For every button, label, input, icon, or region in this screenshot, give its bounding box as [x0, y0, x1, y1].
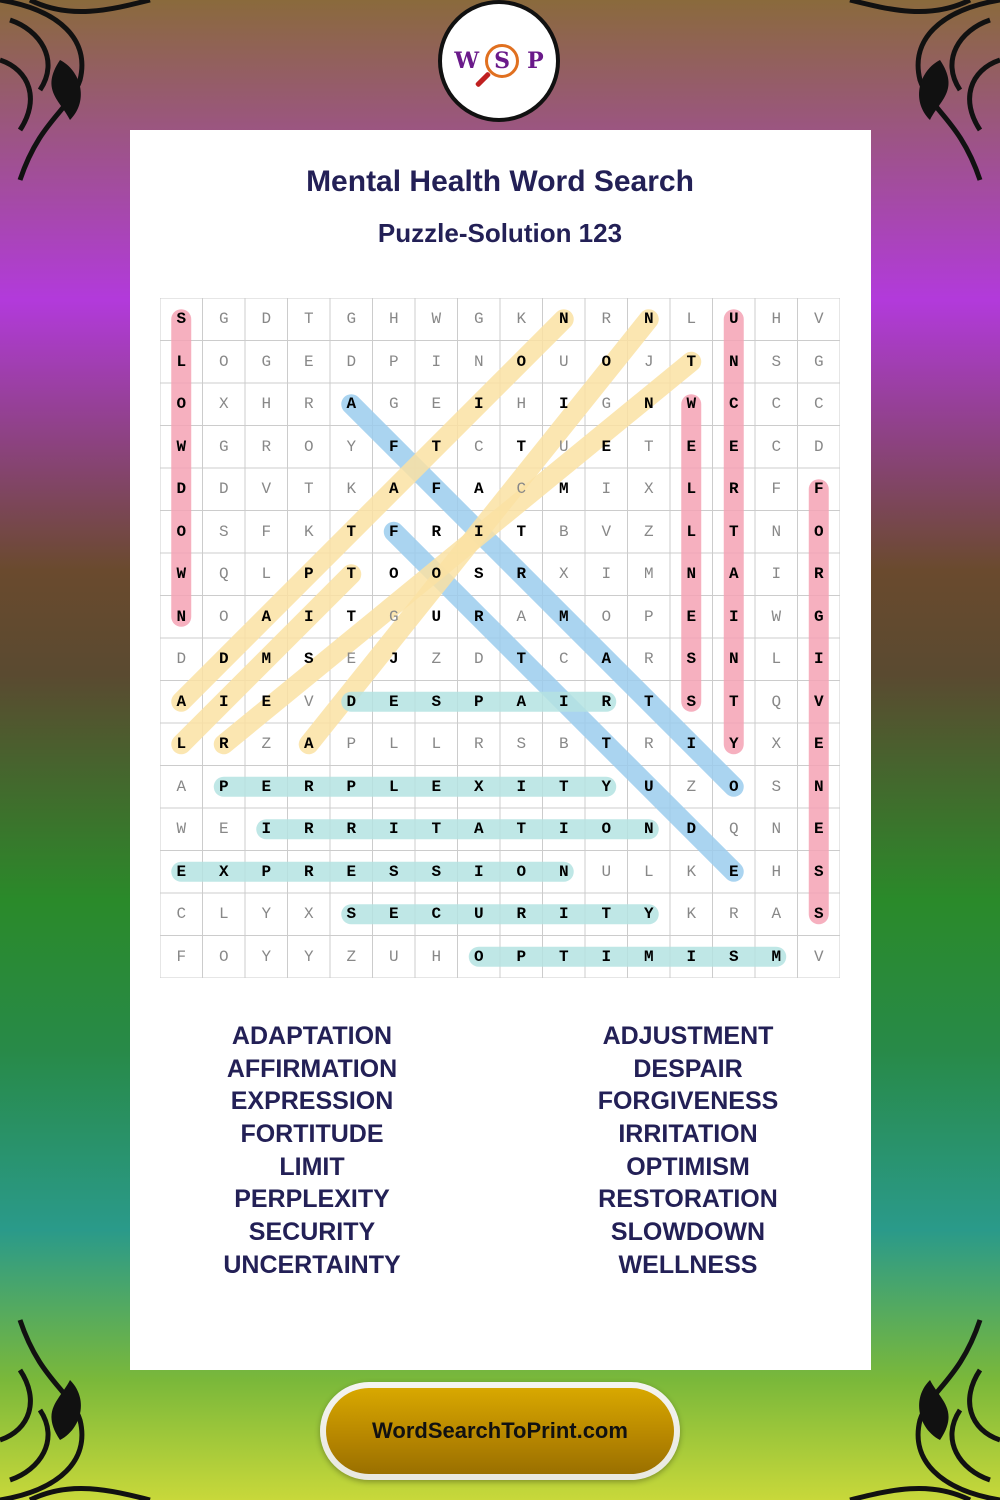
- word-list-item: SECURITY: [248, 1218, 376, 1247]
- grid-cell[interactable]: L: [771, 650, 782, 669]
- grid-cell[interactable]: E: [388, 692, 399, 711]
- grid-cell[interactable]: D: [218, 480, 229, 499]
- grid-cell[interactable]: I: [813, 650, 824, 669]
- grid-cell[interactable]: H: [261, 395, 272, 414]
- grid-cell[interactable]: L: [176, 352, 187, 371]
- grid-cell[interactable]: M: [643, 947, 654, 966]
- grid-cell[interactable]: Q: [218, 565, 229, 584]
- word-list-left: [122, 1020, 502, 1282]
- word-list-item: ADAPTATION: [231, 1022, 393, 1050]
- grid-cell[interactable]: X: [303, 905, 314, 924]
- grid-cell[interactable]: O: [516, 862, 527, 881]
- grid-cell[interactable]: I: [601, 947, 612, 966]
- word-list-right: [498, 1020, 878, 1282]
- grid-cell[interactable]: I: [601, 480, 612, 499]
- grid-cell[interactable]: A: [728, 565, 739, 584]
- grid-cell[interactable]: O: [218, 947, 229, 966]
- word-list-item: FORGIVENESS: [597, 1087, 779, 1116]
- word-list-item: RESTORATION: [598, 1185, 778, 1214]
- grid-cell[interactable]: D: [686, 820, 697, 839]
- grid-cell[interactable]: O: [516, 352, 527, 371]
- grid-cell[interactable]: S: [346, 905, 357, 924]
- grid-cell[interactable]: V: [601, 522, 612, 541]
- grid-cell[interactable]: I: [558, 692, 569, 711]
- grid-cell[interactable]: E: [261, 692, 272, 711]
- grid-cell[interactable]: R: [473, 607, 484, 626]
- grid-cell[interactable]: H: [516, 395, 527, 414]
- grid-cell[interactable]: I: [771, 565, 782, 584]
- grid-cell[interactable]: O: [431, 565, 442, 584]
- grid-cell[interactable]: A: [771, 905, 782, 924]
- word-list-item: FORTITUDE: [240, 1120, 384, 1149]
- grid-cell[interactable]: O: [813, 522, 824, 541]
- grid-cell[interactable]: U: [388, 947, 399, 966]
- grid-cell[interactable]: I: [686, 947, 697, 966]
- grid-cell[interactable]: Y: [303, 947, 314, 966]
- grid-cell[interactable]: A: [176, 692, 187, 711]
- grid-cell[interactable]: E: [431, 777, 442, 796]
- grid-cell[interactable]: I: [686, 735, 697, 754]
- grid-cell[interactable]: T: [516, 820, 527, 839]
- grid-cell[interactable]: R: [728, 905, 739, 924]
- grid-cell[interactable]: R: [303, 777, 314, 796]
- grid-cell[interactable]: R: [601, 310, 612, 329]
- grid-cell[interactable]: K: [346, 480, 357, 499]
- grid-cell[interactable]: V: [813, 947, 824, 966]
- grid-cell[interactable]: N: [813, 777, 824, 796]
- word-list-item: ADJUSTMENT: [602, 1022, 774, 1050]
- grid-cell[interactable]: Y: [728, 735, 739, 754]
- page-title: Mental Health Word Search: [306, 165, 694, 198]
- grid-cell[interactable]: E: [218, 820, 229, 839]
- grid-cell[interactable]: D: [813, 437, 824, 456]
- grid-cell[interactable]: I: [601, 565, 612, 584]
- grid-cell[interactable]: F: [388, 437, 399, 456]
- grid-cell[interactable]: Y: [261, 947, 272, 966]
- grid-cell[interactable]: N: [176, 607, 187, 626]
- grid-cell[interactable]: R: [728, 480, 739, 499]
- grid-cell[interactable]: X: [218, 862, 229, 881]
- word-list-item: UNCERTAINTY: [223, 1250, 401, 1279]
- grid-cell[interactable]: S: [813, 862, 824, 881]
- grid-cell[interactable]: T: [686, 352, 697, 371]
- grid-cell[interactable]: O: [218, 352, 229, 371]
- grid-cell[interactable]: O: [601, 607, 612, 626]
- grid-cell[interactable]: D: [346, 352, 357, 371]
- grid-cell[interactable]: J: [388, 650, 399, 669]
- grid-cell[interactable]: W: [686, 395, 697, 414]
- magnifier-icon: [485, 44, 519, 78]
- grid-cell[interactable]: V: [813, 692, 824, 711]
- grid-cell[interactable]: A: [473, 480, 484, 499]
- grid-cell[interactable]: P: [346, 735, 357, 754]
- grid-cell[interactable]: M: [558, 480, 569, 499]
- grid-cell[interactable]: Z: [686, 777, 697, 796]
- grid-cell[interactable]: N: [728, 352, 739, 371]
- grid-cell[interactable]: U: [558, 437, 569, 456]
- grid-cell[interactable]: T: [643, 692, 654, 711]
- grid-cell[interactable]: T: [516, 522, 527, 541]
- grid-cell[interactable]: N: [771, 522, 782, 541]
- grid-cell[interactable]: Y: [601, 777, 612, 796]
- grid-cell[interactable]: U: [643, 777, 654, 796]
- grid-cell[interactable]: G: [813, 607, 824, 626]
- grid-cell[interactable]: V: [303, 692, 314, 711]
- grid-cell[interactable]: O: [473, 947, 484, 966]
- grid-cell[interactable]: T: [601, 735, 612, 754]
- grid-cell[interactable]: T: [643, 437, 654, 456]
- grid-cell[interactable]: C: [771, 437, 782, 456]
- grid-cell[interactable]: K: [303, 522, 314, 541]
- grid-cell[interactable]: Z: [261, 735, 272, 754]
- grid-cell[interactable]: S: [176, 310, 187, 329]
- grid-cell[interactable]: L: [388, 777, 399, 796]
- grid-cell[interactable]: E: [601, 437, 612, 456]
- grid-cell[interactable]: F: [261, 522, 272, 541]
- grid-cell[interactable]: T: [728, 692, 739, 711]
- grid-cell[interactable]: M: [771, 947, 782, 966]
- logo-letter-s: S: [494, 48, 511, 74]
- grid-cell[interactable]: C: [176, 905, 187, 924]
- grid-cell[interactable]: S: [218, 522, 229, 541]
- word-search-grid[interactable]: [160, 298, 840, 978]
- grid-cell[interactable]: Q: [771, 692, 782, 711]
- grid-cell[interactable]: E: [686, 607, 697, 626]
- grid-cell[interactable]: T: [346, 565, 357, 584]
- grid-cell[interactable]: T: [601, 905, 612, 924]
- grid-cell[interactable]: D: [176, 650, 187, 669]
- grid-cell[interactable]: A: [303, 735, 314, 754]
- logo-letter-p: P: [527, 48, 544, 74]
- grid-cell[interactable]: O: [388, 565, 399, 584]
- grid-cell[interactable]: M: [558, 607, 569, 626]
- grid-cell[interactable]: X: [771, 735, 782, 754]
- grid-cell[interactable]: F: [813, 480, 824, 499]
- grid-cell[interactable]: Q: [728, 820, 739, 839]
- grid-cell[interactable]: P: [346, 777, 357, 796]
- grid-cell[interactable]: E: [686, 437, 697, 456]
- grid-cell[interactable]: A: [601, 650, 612, 669]
- grid-cell[interactable]: S: [771, 352, 782, 371]
- grid-cell[interactable]: S: [728, 947, 739, 966]
- grid-cell[interactable]: R: [431, 522, 442, 541]
- grid-cell[interactable]: N: [771, 820, 782, 839]
- grid-cell[interactable]: F: [388, 522, 399, 541]
- grid-cell[interactable]: S: [686, 692, 697, 711]
- word-list-item: OPTIMISM: [626, 1152, 750, 1181]
- grid-cell[interactable]: S: [771, 777, 782, 796]
- grid-cell[interactable]: L: [686, 310, 697, 329]
- grid-cell[interactable]: D: [473, 650, 484, 669]
- grid-cell[interactable]: T: [346, 522, 357, 541]
- grid-cell[interactable]: A: [516, 607, 527, 626]
- grid-cell[interactable]: S: [473, 565, 484, 584]
- grid-cell[interactable]: D: [261, 310, 272, 329]
- grid-cell[interactable]: F: [431, 480, 442, 499]
- grid-cell[interactable]: G: [388, 607, 399, 626]
- grid-cell[interactable]: E: [431, 395, 442, 414]
- word-list-item: DESPAIR: [633, 1054, 743, 1083]
- word-list-item: PERPLEXITY: [234, 1185, 390, 1214]
- grid-cell[interactable]: B: [558, 522, 569, 541]
- grid-cell[interactable]: O: [176, 522, 187, 541]
- grid-cell[interactable]: L: [218, 905, 229, 924]
- grid-cell[interactable]: M: [643, 565, 654, 584]
- grid-cell[interactable]: K: [516, 310, 527, 329]
- grid-cell[interactable]: N: [558, 862, 569, 881]
- grid-cell[interactable]: G: [813, 352, 824, 371]
- grid-cell[interactable]: I: [431, 352, 442, 371]
- word-list-item: SLOWDOWN: [610, 1218, 766, 1247]
- grid-cell[interactable]: N: [643, 310, 654, 329]
- grid-cell[interactable]: D: [218, 650, 229, 669]
- grid-cell[interactable]: K: [686, 905, 697, 924]
- grid-cell[interactable]: T: [558, 947, 569, 966]
- grid-cell[interactable]: L: [686, 480, 697, 499]
- grid-cell[interactable]: R: [601, 692, 612, 711]
- grid-cell[interactable]: E: [346, 862, 357, 881]
- grid-cell[interactable]: R: [218, 735, 229, 754]
- grid-cell[interactable]: N: [473, 352, 484, 371]
- grid-cell[interactable]: A: [516, 692, 527, 711]
- grid-cell[interactable]: I: [473, 395, 484, 414]
- grid-cell[interactable]: L: [176, 735, 187, 754]
- grid-cell[interactable]: W: [176, 437, 187, 456]
- grid-cell[interactable]: Z: [431, 650, 442, 669]
- grid-cell[interactable]: T: [303, 310, 314, 329]
- grid-cell[interactable]: E: [346, 650, 357, 669]
- grid-cell[interactable]: U: [473, 905, 484, 924]
- grid-cell[interactable]: A: [176, 777, 187, 796]
- grid-cell[interactable]: F: [176, 947, 187, 966]
- grid-cell[interactable]: L: [388, 735, 399, 754]
- grid-cell[interactable]: K: [686, 862, 697, 881]
- grid-cell[interactable]: H: [771, 310, 782, 329]
- grid-cell[interactable]: A: [261, 607, 272, 626]
- grid-cell[interactable]: G: [601, 395, 612, 414]
- grid-cell[interactable]: C: [558, 650, 569, 669]
- grid-cell[interactable]: C: [473, 437, 484, 456]
- grid-cell[interactable]: G: [218, 310, 229, 329]
- grid-cell[interactable]: S: [686, 650, 697, 669]
- grid-cell[interactable]: R: [303, 395, 314, 414]
- grid-cell[interactable]: O: [218, 607, 229, 626]
- grid-cell[interactable]: X: [558, 565, 569, 584]
- grid-cell[interactable]: T: [346, 607, 357, 626]
- word-list-item: WELLNESS: [618, 1250, 758, 1279]
- grid-cell[interactable]: R: [516, 905, 527, 924]
- grid-cell[interactable]: P: [473, 692, 484, 711]
- grid-cell[interactable]: R: [516, 565, 527, 584]
- grid-cell[interactable]: S: [303, 650, 314, 669]
- grid-cell[interactable]: T: [431, 820, 442, 839]
- grid-cell[interactable]: E: [176, 862, 187, 881]
- grid-cell[interactable]: L: [261, 565, 272, 584]
- grid-cell[interactable]: Z: [643, 522, 654, 541]
- grid-cell[interactable]: Z: [346, 947, 357, 966]
- grid-cell[interactable]: C: [771, 395, 782, 414]
- wsp-logo[interactable]: [438, 0, 560, 122]
- grid-cell[interactable]: E: [261, 777, 272, 796]
- grid-cell[interactable]: O: [601, 820, 612, 839]
- grid-cell[interactable]: O: [601, 352, 612, 371]
- grid-cell[interactable]: G: [261, 352, 272, 371]
- grid-cell[interactable]: Y: [346, 437, 357, 456]
- grid-cell[interactable]: R: [303, 820, 314, 839]
- word-list-item: AFFIRMATION: [226, 1054, 398, 1083]
- grid-cell[interactable]: I: [303, 607, 314, 626]
- grid-cell[interactable]: N: [643, 395, 654, 414]
- grid-cell[interactable]: C: [728, 395, 739, 414]
- grid-cell[interactable]: T: [728, 522, 739, 541]
- grid-cell[interactable]: P: [261, 862, 272, 881]
- grid-cell[interactable]: S: [516, 735, 527, 754]
- grid-cell[interactable]: N: [643, 820, 654, 839]
- grid-cell[interactable]: M: [261, 650, 272, 669]
- grid-cell[interactable]: X: [473, 777, 484, 796]
- grid-cell[interactable]: G: [218, 437, 229, 456]
- grid-cell[interactable]: R: [473, 735, 484, 754]
- grid-cell[interactable]: A: [346, 395, 357, 414]
- logo-letter-w: W: [454, 48, 480, 74]
- grid-cell[interactable]: T: [516, 437, 527, 456]
- grid-cell[interactable]: L: [643, 862, 654, 881]
- page-subtitle: Puzzle-Solution 123: [377, 218, 623, 248]
- grid-cell[interactable]: I: [218, 692, 229, 711]
- grid-cell[interactable]: C: [431, 905, 442, 924]
- grid-cell[interactable]: W: [176, 820, 187, 839]
- grid-cell[interactable]: G: [388, 395, 399, 414]
- grid-cell[interactable]: R: [643, 735, 654, 754]
- grid-cell[interactable]: U: [601, 862, 612, 881]
- grid-cell[interactable]: W: [176, 565, 187, 584]
- grid-cell[interactable]: N: [686, 565, 697, 584]
- grid-cell[interactable]: G: [473, 310, 484, 329]
- grid-cell[interactable]: R: [303, 862, 314, 881]
- grid-cell[interactable]: X: [643, 480, 654, 499]
- site-link-label: WordSearchToPrint.com: [326, 1388, 674, 1474]
- grid-cell[interactable]: I: [558, 395, 569, 414]
- grid-cell[interactable]: E: [388, 905, 399, 924]
- word-list-item: EXPRESSION: [230, 1087, 394, 1116]
- grid-cell[interactable]: T: [558, 777, 569, 796]
- grid-cell[interactable]: N: [728, 650, 739, 669]
- grid-cell[interactable]: P: [303, 565, 314, 584]
- grid-cell[interactable]: Y: [261, 905, 272, 924]
- grid-cell[interactable]: V: [813, 310, 824, 329]
- grid-cell[interactable]: E: [728, 862, 739, 881]
- grid-cell[interactable]: U: [558, 352, 569, 371]
- grid-cell[interactable]: I: [473, 862, 484, 881]
- grid-cell[interactable]: L: [686, 522, 697, 541]
- grid-cell[interactable]: D: [176, 480, 187, 499]
- grid-cell[interactable]: W: [431, 310, 442, 329]
- grid-cell[interactable]: O: [728, 777, 739, 796]
- grid-cell[interactable]: G: [346, 310, 357, 329]
- grid-cell[interactable]: V: [261, 480, 272, 499]
- grid-cell[interactable]: I: [558, 905, 569, 924]
- grid-cell[interactable]: R: [261, 437, 272, 456]
- grid-cell[interactable]: A: [473, 820, 484, 839]
- grid-cell[interactable]: D: [346, 692, 357, 711]
- grid-cell[interactable]: C: [516, 480, 527, 499]
- grid-cell[interactable]: I: [558, 820, 569, 839]
- grid-cell[interactable]: H: [431, 947, 442, 966]
- grid-cell[interactable]: S: [431, 862, 442, 881]
- grid-cell[interactable]: S: [813, 905, 824, 924]
- grid-cell[interactable]: L: [431, 735, 442, 754]
- grid-cell[interactable]: R: [813, 565, 824, 584]
- grid-cell[interactable]: E: [813, 735, 824, 754]
- site-link-button[interactable]: [320, 1382, 680, 1480]
- grid-cell[interactable]: S: [388, 862, 399, 881]
- grid-cell[interactable]: Y: [643, 905, 654, 924]
- grid-cell[interactable]: A: [388, 480, 399, 499]
- grid-cell[interactable]: I: [728, 607, 739, 626]
- grid-cell[interactable]: X: [218, 395, 229, 414]
- grid-cell[interactable]: F: [771, 480, 782, 499]
- grid-cell[interactable]: W: [771, 607, 782, 626]
- grid-cell[interactable]: P: [388, 352, 399, 371]
- grid-cell[interactable]: P: [516, 947, 527, 966]
- grid-cell[interactable]: B: [558, 735, 569, 754]
- grid-cell[interactable]: T: [431, 437, 442, 456]
- grid-cell[interactable]: C: [813, 395, 824, 414]
- grid-cell[interactable]: U: [728, 310, 739, 329]
- grid-cell[interactable]: I: [261, 820, 272, 839]
- grid-cell[interactable]: R: [643, 650, 654, 669]
- grid-cell[interactable]: O: [176, 395, 187, 414]
- grid-cell[interactable]: E: [728, 437, 739, 456]
- grid-cell[interactable]: R: [346, 820, 357, 839]
- grid-cell[interactable]: I: [473, 522, 484, 541]
- grid-cell[interactable]: I: [388, 820, 399, 839]
- grid-cell[interactable]: E: [813, 820, 824, 839]
- word-list-item: IRRITATION: [618, 1120, 758, 1149]
- grid-cell[interactable]: N: [558, 310, 569, 329]
- grid-cell[interactable]: O: [303, 437, 314, 456]
- grid-cell[interactable]: U: [431, 607, 442, 626]
- grid-cell[interactable]: S: [431, 692, 442, 711]
- word-list-item: LIMIT: [279, 1152, 345, 1181]
- grid-cell[interactable]: I: [516, 777, 527, 796]
- grid-cell[interactable]: T: [516, 650, 527, 669]
- grid-cell[interactable]: E: [303, 352, 314, 371]
- grid-cell[interactable]: T: [303, 480, 314, 499]
- grid-cell[interactable]: P: [218, 777, 229, 796]
- grid-cell[interactable]: P: [643, 607, 654, 626]
- grid-cell[interactable]: H: [388, 310, 399, 329]
- grid-cell[interactable]: H: [771, 862, 782, 881]
- grid-cell[interactable]: J: [643, 352, 654, 371]
